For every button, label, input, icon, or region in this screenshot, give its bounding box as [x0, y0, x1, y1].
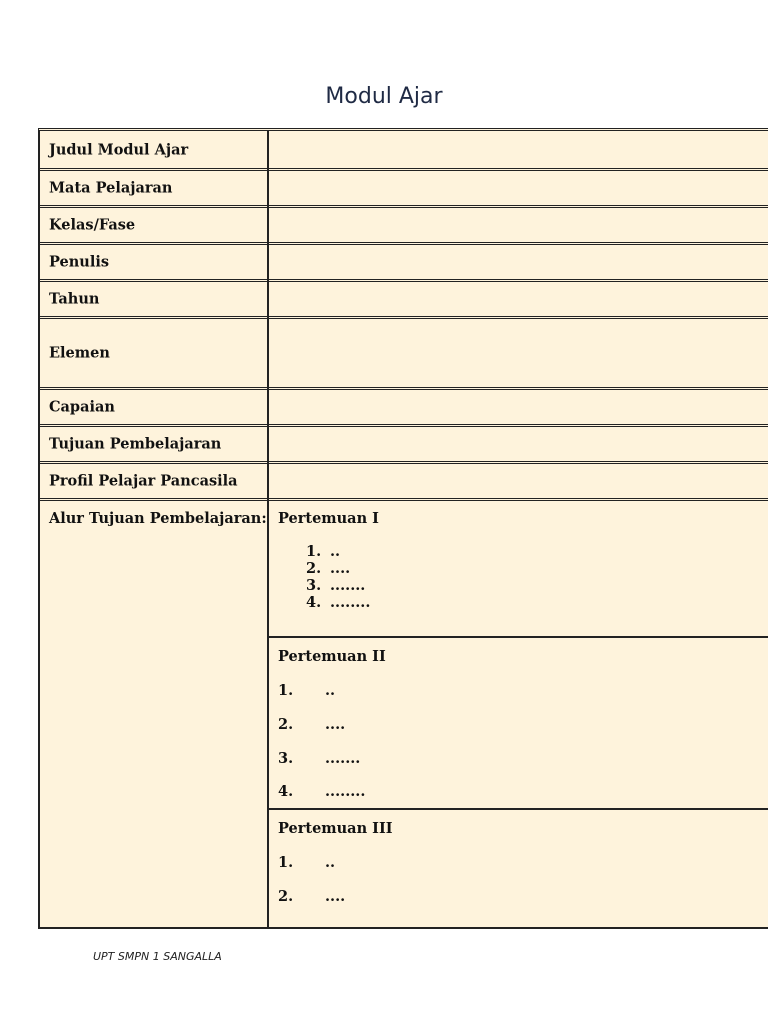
row-label-tahun: Tahun [49, 290, 100, 308]
list-number: 1. [278, 682, 294, 699]
row-label-penulis: Penulis [49, 253, 110, 271]
table-row [40, 131, 768, 171]
module-table [38, 128, 768, 929]
footer-school-name: UPT SMPN 1 SANGALLA [93, 950, 222, 963]
list-text: .... [330, 560, 351, 577]
row-label-alur: Alur Tujuan Pembelajaran: [49, 510, 267, 527]
list-item [306, 594, 370, 611]
table-row [40, 319, 768, 390]
list-number: 2. [278, 716, 294, 733]
list-text: ........ [330, 594, 371, 611]
list-text: ........ [325, 783, 366, 800]
list-text: .... [325, 716, 346, 733]
list-text: ....... [330, 577, 366, 594]
document-title: Modul Ajar [325, 84, 443, 109]
list-number: 2. [306, 560, 322, 577]
table-row [40, 427, 768, 464]
row-label-judul: Judul Modul Ajar [49, 141, 189, 158]
list-item [306, 560, 370, 577]
list-text: ....... [325, 750, 361, 767]
row-label-elemen: Elemen [49, 344, 110, 362]
list-text: .... [325, 888, 346, 905]
pertemuan-divider [269, 808, 768, 810]
row-label-mapel: Mata Pelajaran [49, 179, 173, 197]
pertemuan-1-list [306, 543, 370, 611]
list-number: 1. [278, 854, 294, 871]
row-label-tujuan: Tujuan Pembelajaran [49, 435, 222, 453]
list-number: 3. [306, 577, 322, 594]
row-label-capaian: Capaian [49, 398, 115, 416]
list-number: 3. [278, 750, 294, 767]
list-number: 1. [306, 543, 322, 560]
list-text: .. [325, 854, 336, 871]
table-row [40, 208, 768, 245]
list-number: 4. [278, 783, 294, 800]
row-label-kelas: Kelas/Fase [49, 216, 136, 234]
table-row [40, 390, 768, 427]
row-label-profil: Profil Pelajar Pancasila [49, 472, 238, 490]
list-text: .. [330, 543, 341, 560]
pertemuan-1-title: Pertemuan I [278, 510, 379, 527]
list-number: 4. [306, 594, 322, 611]
table-row [40, 171, 768, 208]
pertemuan-divider [269, 636, 768, 638]
table-row [40, 245, 768, 282]
list-text: .. [325, 682, 336, 699]
pertemuan-2-title: Pertemuan II [278, 648, 386, 665]
list-item [306, 543, 370, 560]
list-item [306, 577, 370, 594]
table-row [40, 282, 768, 319]
pertemuan-3-title: Pertemuan III [278, 820, 393, 837]
table-row [40, 464, 768, 501]
list-number: 2. [278, 888, 294, 905]
